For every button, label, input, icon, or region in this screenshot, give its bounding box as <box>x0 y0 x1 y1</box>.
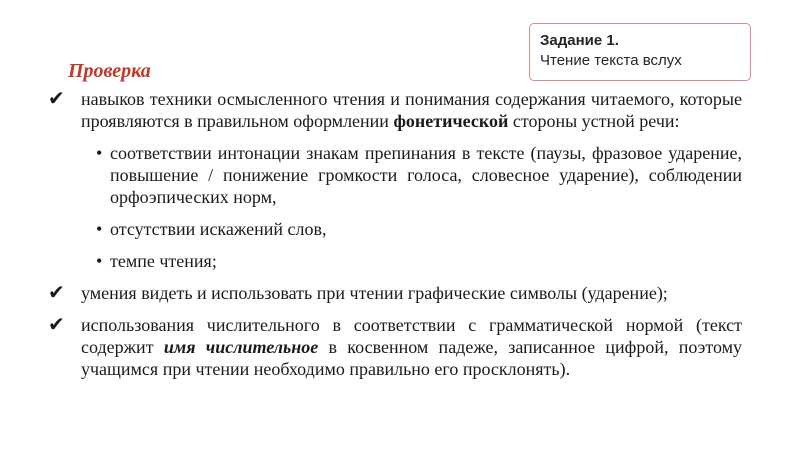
list-item <box>48 314 742 380</box>
bullet-icon: • <box>96 251 103 271</box>
list-item <box>48 88 742 132</box>
task-title: Задание 1. <box>540 32 619 49</box>
sub-list-item <box>48 142 742 208</box>
item-bold-text: фонетической <box>393 111 509 131</box>
checkmark-icon: ✔ <box>48 282 65 304</box>
sub-item-text: отсутствии искажений слов, <box>110 219 327 239</box>
item-text: в косвенном падеже, записанное цифрой, поэтому учащимся при чтении необходимо правильно его просклонять). <box>81 337 743 379</box>
bullet-icon: • <box>96 143 103 163</box>
bullet-icon: • <box>96 219 103 239</box>
item-bold-italic-text: имя числительное <box>163 337 319 357</box>
sub-item-text: соответствии интонации знакам препинания в тексте (паузы, фразовое ударение, повышение / понижение громкости голоса, словесное ударение), соблюдении орфоэпических норм, <box>110 143 742 207</box>
task-subtitle: Чтение текста вслух <box>540 52 682 69</box>
item-text: использования числительного в соответствии с грамматической нормой (текст содержит <box>81 315 742 357</box>
item-text: навыков техники осмысленного чтения и понимания содержания читаемого, которые проявляются в правильном оформлении <box>81 89 742 131</box>
sub-list-item <box>48 250 742 272</box>
section-heading: Проверка <box>68 60 151 82</box>
item-text: стороны устной речи: <box>508 111 680 131</box>
sub-list-item <box>48 218 742 240</box>
task-box <box>529 23 751 81</box>
sub-item-text: темпе чтения; <box>110 251 217 271</box>
content-list <box>48 88 742 390</box>
checkmark-icon: ✔ <box>48 88 65 110</box>
item-text: умения видеть и использовать при чтении графические символы (ударение); <box>81 283 668 303</box>
checkmark-icon: ✔ <box>48 314 65 336</box>
list-item <box>48 282 742 304</box>
